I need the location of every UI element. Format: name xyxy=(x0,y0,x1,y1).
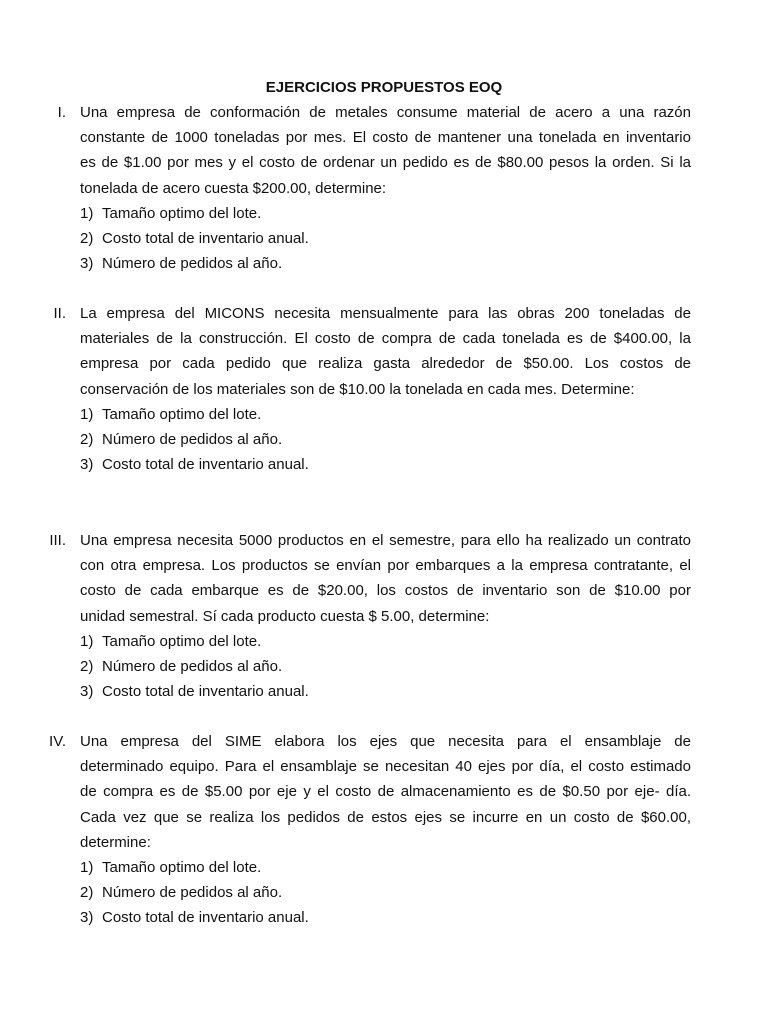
question-text: Número de pedidos al año. xyxy=(102,255,283,273)
exercise-statement xyxy=(80,729,691,855)
question-number: 1) xyxy=(80,632,94,650)
question-number: 1) xyxy=(80,859,94,876)
exercise-statement xyxy=(80,301,691,402)
statement-line: constante de 1000 toneladas por mes. El costo de mantener una tonelada en inventario xyxy=(80,129,691,147)
question-text: Tamaño optimo del lote. xyxy=(102,632,262,650)
question-number: 3) xyxy=(80,683,94,701)
question-list xyxy=(80,402,691,478)
exercise-numeral: I. xyxy=(57,104,66,121)
question-item xyxy=(80,629,691,654)
question-item xyxy=(80,905,691,930)
exercise-numeral: III. xyxy=(49,532,66,549)
page-title: EJERCICIOS PROPUESTOS EOQ xyxy=(265,79,503,96)
question-number: 2) xyxy=(80,884,94,902)
question-list xyxy=(80,855,691,931)
question-text: Tamaño optimo del lote. xyxy=(102,204,262,222)
exercise-numeral: IV. xyxy=(49,733,66,750)
question-item xyxy=(80,679,691,704)
question-number: 3) xyxy=(80,909,94,927)
question-item xyxy=(80,226,691,251)
question-list xyxy=(80,629,691,705)
question-number: 2) xyxy=(80,430,94,448)
statement-line: conservación de los materiales son de $10.00 la tonelada en cada mes. Determine: xyxy=(80,380,635,398)
question-item xyxy=(80,855,691,880)
question-item xyxy=(80,251,691,276)
question-item xyxy=(80,427,691,452)
statement-line: Una empresa necesita 5000 productos en el semestre, para ello ha realizado un contrato xyxy=(80,532,691,549)
exercise-statement xyxy=(80,100,691,201)
statement-line: con otra empresa. Los productos se envían por embarques a la empresa contratante, el xyxy=(80,557,691,575)
question-list xyxy=(80,201,691,277)
statement-line: determine: xyxy=(80,833,151,851)
statement-line: Cada vez que se realiza los pedidos de estos ejes se incurre en un costo de $60.00, xyxy=(80,808,691,826)
statement-line: es de $1.00 por mes y el costo de ordenar un pedido es de $80.00 pesos la orden. Si la xyxy=(80,154,691,172)
statement-line: Una empresa del SIME elabora los ejes que necesita para el ensamblaje de xyxy=(80,733,691,750)
statement-line: La empresa del MICONS necesita mensualmente para las obras 200 toneladas de xyxy=(80,305,691,322)
statement-line: de compra es de $5.00 por eje y el costo de almacenamiento es de $0.50 por eje- día. xyxy=(80,783,691,801)
question-item xyxy=(80,452,691,477)
question-text: Tamaño optimo del lote. xyxy=(102,405,262,423)
question-text: Costo total de inventario anual. xyxy=(102,229,309,247)
statement-line: determinado equipo. Para el ensamblaje se necesitan 40 ejes por día, el costo estimado xyxy=(80,758,691,776)
question-item xyxy=(80,880,691,905)
question-number: 3) xyxy=(80,456,94,474)
question-text: Número de pedidos al año. xyxy=(102,430,283,448)
question-number: 2) xyxy=(80,657,94,675)
statement-line: costo de cada embarque es de $20.00, los costos de inventario son de $10.00 por xyxy=(80,582,691,600)
exercise-statement xyxy=(80,528,691,629)
question-text: Costo total de inventario anual. xyxy=(102,683,309,701)
statement-line: tonelada de acero cuesta $200.00, determine: xyxy=(80,179,387,197)
question-number: 1) xyxy=(80,405,94,423)
statement-line: unidad semestral. Sí cada producto cuesta $ 5.00, determine: xyxy=(80,607,490,625)
question-item xyxy=(80,402,691,427)
question-text: Número de pedidos al año. xyxy=(102,884,283,902)
question-number: 2) xyxy=(80,229,94,247)
question-text: Tamaño optimo del lote. xyxy=(102,859,262,876)
question-text: Costo total de inventario anual. xyxy=(102,456,309,474)
exercise-numeral: II. xyxy=(53,305,66,322)
statement-line: Una empresa de conformación de metales consume material de acero a una razón xyxy=(80,104,691,121)
question-text: Costo total de inventario anual. xyxy=(102,909,309,927)
question-text: Número de pedidos al año. xyxy=(102,657,283,675)
question-item xyxy=(80,654,691,679)
statement-line: empresa por cada pedido que realiza gasta alrededor de $50.00. Los costos de xyxy=(80,355,691,373)
question-number: 3) xyxy=(80,255,94,273)
question-item xyxy=(80,201,691,226)
question-number: 1) xyxy=(80,204,94,222)
statement-line: materiales de la construcción. El costo de compra de cada tonelada es de $400.00, la xyxy=(80,330,691,348)
